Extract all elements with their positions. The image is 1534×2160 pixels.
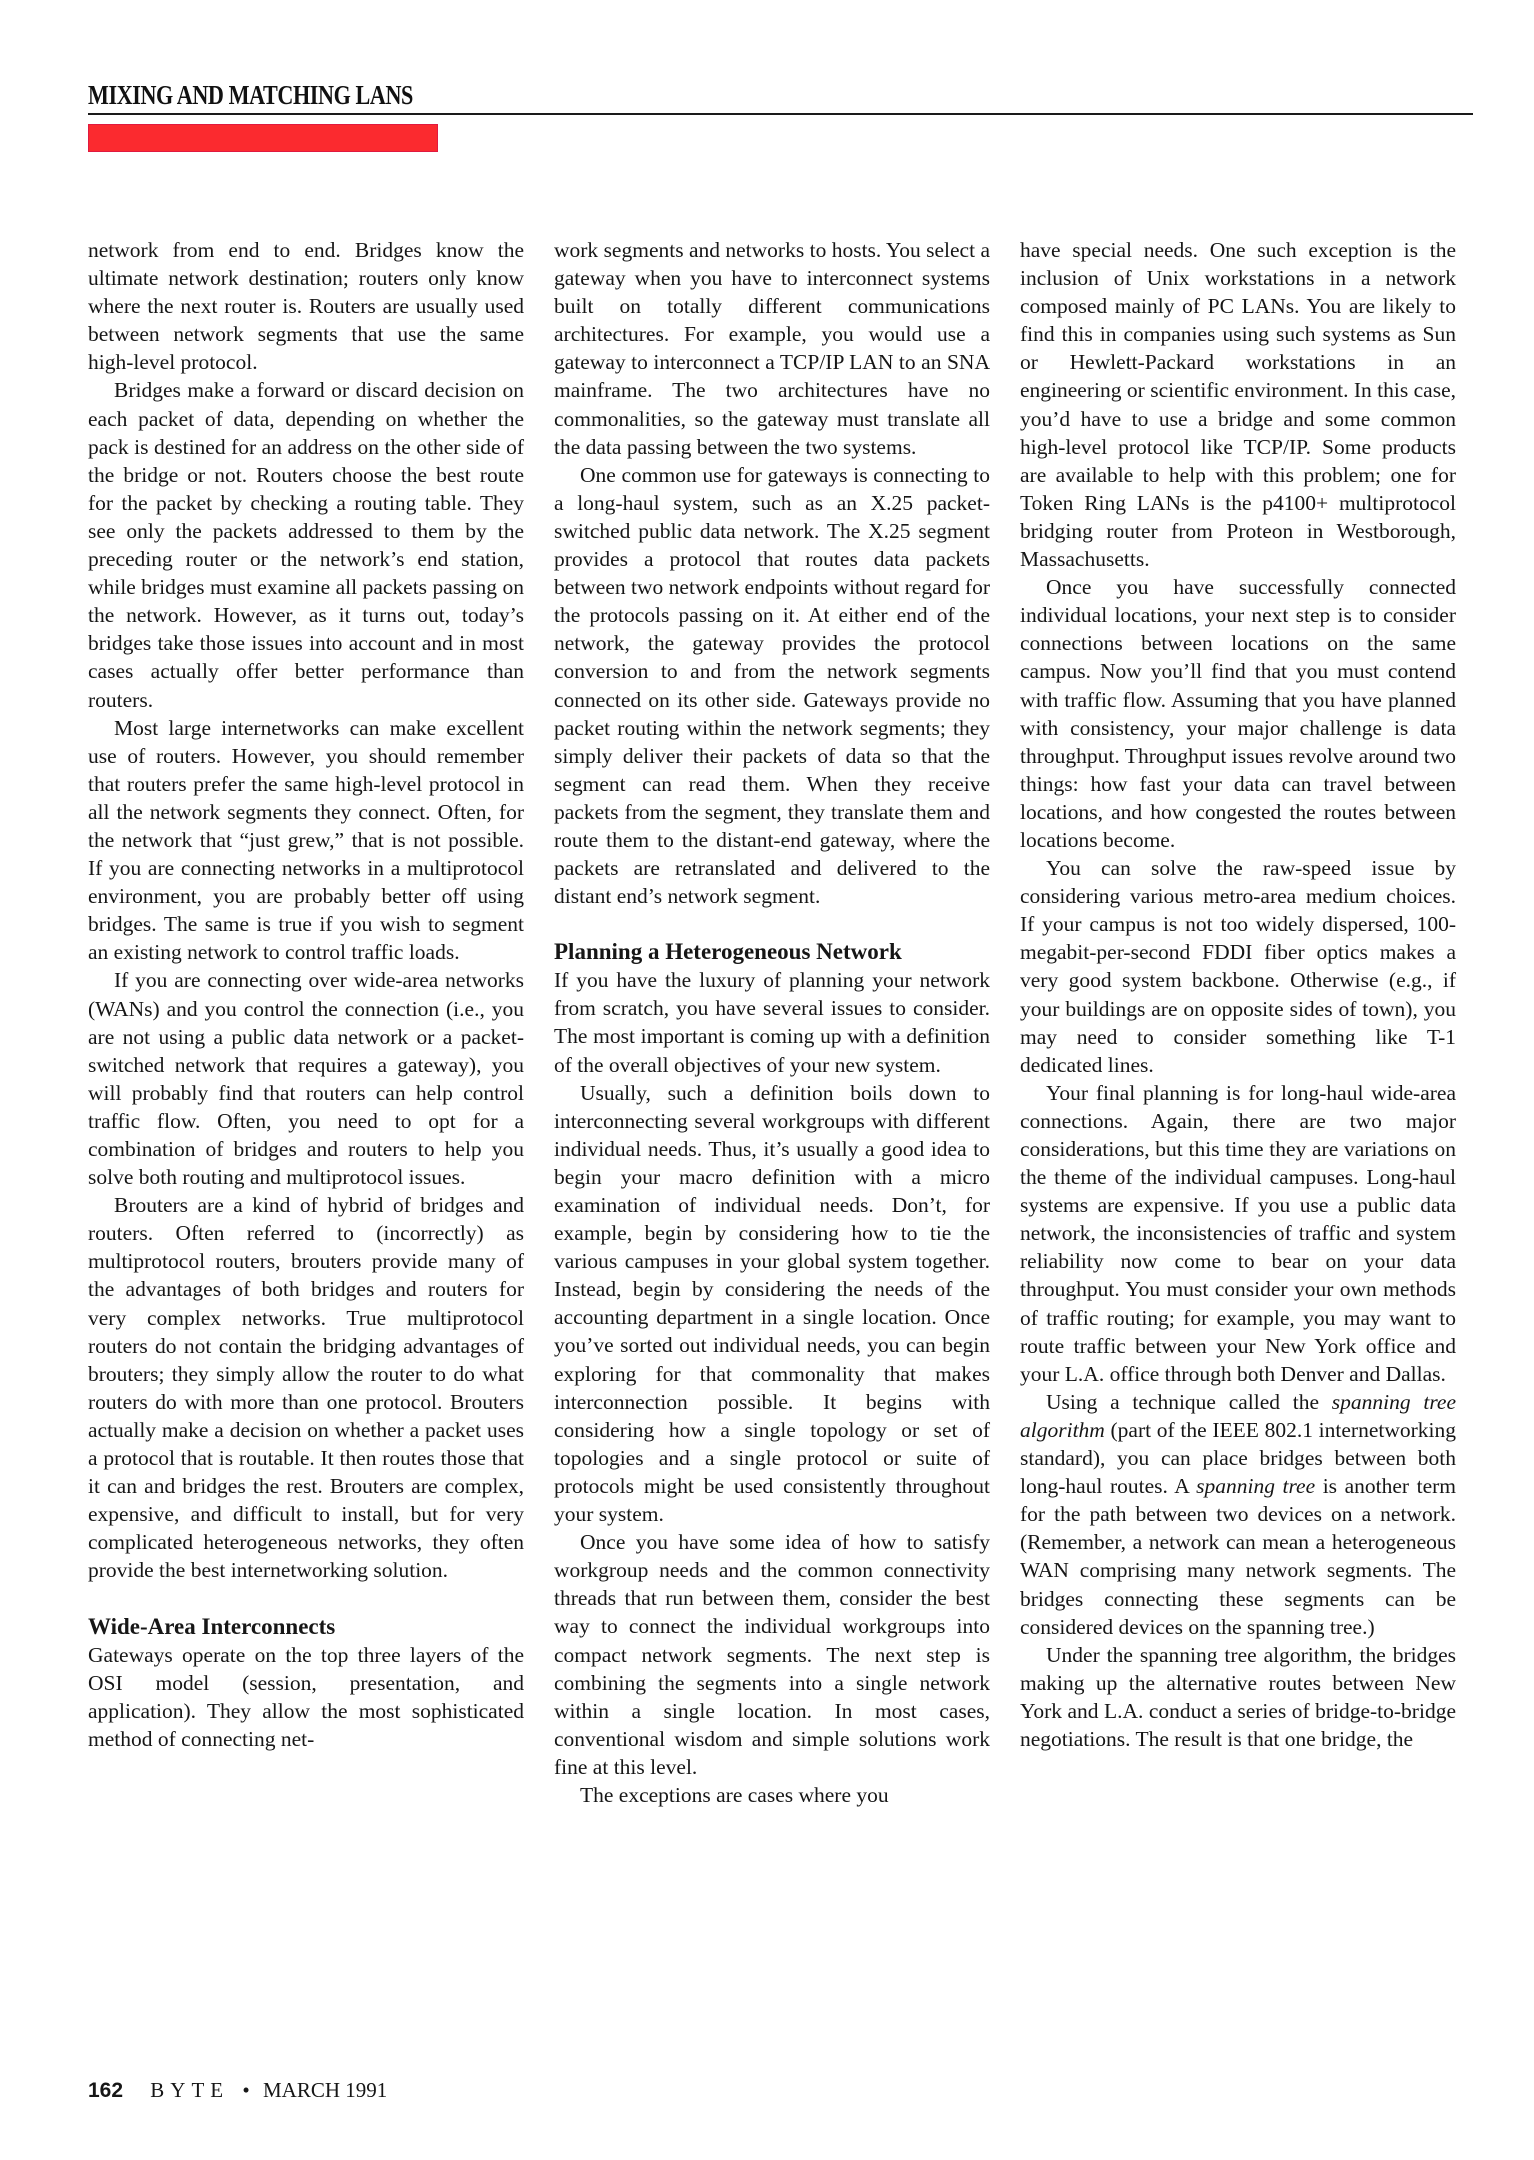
paragraph: Your final planning is for long-haul wide-area connections. Again, there are two major considerations, but this time they are variations on the theme of the individual campuses. Long-haul systems are expensive. If you use a public data network, the inconsistencies of traffic and system reliability now come to bear on your data throughput. You must consider your own methods of traffic routing; for example, you may want to route traffic between your New York office and your L.A. office through both Denver and Dallas. xyxy=(1020,1080,1456,1386)
paragraph: The exceptions are cases where you xyxy=(580,1782,889,1807)
separator-bullet: • xyxy=(242,2078,250,2102)
italic-term: spanning tree algorithm xyxy=(1020,1389,1457,1442)
paragraph: One common use for gateways is connecting to a long-haul system, such as an X.25 packet-switched public data network. The X.25 segment provides a protocol that routes data packets between two network endpoints without regard for the protocols passing on it. At either end of the network, the gateway provides the protocol conversion to and from the network segments connected on its other side. Gateways provide no packet routing within the network segments; they simply deliver their packets of data so that the segment can read them. When they receive packets from the segment, they translate them and route them to the distant-end gateway, where the packets are retranslated and delivered to the distant end’s network segment. xyxy=(554,462,990,909)
column-2 xyxy=(554,236,990,1809)
page-footer xyxy=(88,2078,387,2103)
column-1 xyxy=(88,236,524,1753)
paragraph: If you are connecting over wide-area networks (WANs) and you control the connection (i.e., you are not using a public data network or a packet-switched network that requires a gateway), you will probably find that routers can help control traffic flow. Often, you need to opt for a combination of bridges and routers to help you solve both routing and multiprotocol issues. xyxy=(88,968,524,1190)
subheading-wide-area-interconnects: Wide-Area Interconnects xyxy=(88,1613,336,1639)
paragraph: work segments and networks to hosts. You select a gateway when you have to interconnect systems built on totally different communications architectures. For example, you would use a gateway to interconnect a TCP/IP LAN to an SNA mainframe. The two architectures have no commonalities, so the gateway must translate all the data passing between the two systems. xyxy=(554,238,990,459)
paragraph: Bridges make a forward or discard decision on each packet of data, depending on whether the pack is destined for an address on the other side of the bridge or not. Routers choose the best route for the packet by checking a routing table. They see only the packets addressed to them by the preceding router or the network’s end station, while bridges must examine all packets passing on the network. However, as it turns out, today’s bridges take those issues into account and in most cases actually offer better performance than routers. xyxy=(88,378,524,712)
text-run: Using a technique called the xyxy=(1046,1389,1332,1414)
text-run: (part of the IEEE 802.1 internetworking standard), you can place bridges between both long-haul routes. A xyxy=(1020,1417,1456,1499)
subheading-planning-heterogeneous-network: Planning a Heterogeneous Network xyxy=(554,939,902,965)
paragraph: You can solve the raw-speed issue by considering various metro-area medium choices. If your campus is not too widely dispersed, 100-megabit-per-second FDDI fiber optics makes a very good system backbone. Otherwise (e.g., if your buildings are on opposite sides of town), you may need to consider something like T-1 dedicated lines. xyxy=(1020,856,1456,1077)
publication-name: BYTE xyxy=(150,2078,230,2102)
header-rule xyxy=(88,113,1473,115)
section-title: MIXING AND MATCHING LANS xyxy=(88,80,413,110)
column-3 xyxy=(1020,236,1456,1753)
paragraph: Brouters are a kind of hybrid of bridges and routers. Often referred to (incorrectly) as multiprotocol routers, brouters provide many of the advantages of both bridges and routers for very complex networks. True multiprotocol routers do not contain the bridging advantages of brouters; they simply allow the router to do what routers do with more than one protocol. Brouters actually make a decision on whether a packet uses a protocol that is routable. It then routes those that it can and bridges the rest. Brouters are complex, expensive, and difficult to install, but for very complicated heterogeneous networks, they often provide the best internetworking solution. xyxy=(88,1193,524,1583)
text-run: is another term for the path between two devices on a network. (Remember, a network can mean a heterogeneous WAN comprising many network segments. The bridges connecting these segments can be considered devices on the spanning tree.) xyxy=(1020,1474,1456,1639)
paragraph: If you have the luxury of planning your network from scratch, you have several issues to consider. The most important is coming up with a definition of the overall objectives of your new system. xyxy=(554,968,990,1077)
paragraph: Usually, such a definition boils down to interconnecting several workgroups with different individual needs. Thus, it’s usually a good idea to begin your macro definition with a micro examination of individual needs. Don’t, for example, begin by considering how to tie the various campuses in your global system together. Instead, begin by considering the needs of the accounting department in a single location. Once you’ve sorted out individual needs, you can begin exploring for that commonality that makes interconnection possible. It begins with considering how a single topology or set of topologies and a single protocol or suite of protocols might be used consistently throughout your system. xyxy=(554,1080,990,1527)
paragraph xyxy=(1020,1388,1456,1641)
article-body xyxy=(88,236,1472,2066)
accent-bar xyxy=(88,124,438,152)
paragraph: network from end to end. Bridges know the ultimate network destination; routers only know where the next router is. Routers are usually used between network segments that use the same high-level protocol. xyxy=(88,238,524,375)
paragraph: Once you have some idea of how to satisfy workgroup needs and the common connectivity threads that run between them, consider the best way to connect the individual workgroups into compact network segments. The next step is combining the segments into a single network within a single location. In most cases, conventional wisdom and simple solutions work fine at this level. xyxy=(554,1530,990,1779)
paragraph: Gateways operate on the top three layers of the OSI model (session, presentation, and application). They allow the most sophisticated method of connecting net- xyxy=(88,1642,524,1751)
paragraph: have special needs. One such exception is the inclusion of Unix workstations in a network composed mainly of PC LANs. You are likely to find this in companies using such systems as Sun or Hewlett-Packard workstations in an engineering or scientific environment. In this case, you’d have to use a bridge and some common high-level protocol like TCP/IP. Some products are available to help with this problem; one for Token Ring LANs is the p4100+ multiprotocol bridging router from Proteon in Westborough, Massachusetts. xyxy=(1020,238,1456,572)
page-number: 162 xyxy=(88,2079,124,2102)
paragraph: Most large internetworks can make excellent use of routers. However, you should remember that routers prefer the same high-level protocol in all the network segments they connect. Often, for the network that “just grew,” that is not possible. If you are connecting networks in a multiprotocol environment, you are probably better off using bridges. The same is true if you wish to segment an existing network to control traffic loads. xyxy=(88,715,524,965)
issue-date: MARCH 1991 xyxy=(262,2078,388,2102)
italic-term: spanning tree xyxy=(1196,1474,1316,1499)
paragraph: Under the spanning tree algorithm, the bridges making up the alternative routes between New York and L.A. conduct a series of bridge-to-bridge negotiations. The result is that one bridge, the xyxy=(1020,1642,1456,1751)
paragraph: Once you have successfully connected individual locations, your next step is to consider connections between locations on the same campus. Now you’ll find that you must contend with traffic flow. Assuming that you have planned with consistency, your major challenge is data throughput. Throughput issues revolve around two things: how fast your data can travel between locations, and how congested the routes between locations become. xyxy=(1020,575,1456,852)
